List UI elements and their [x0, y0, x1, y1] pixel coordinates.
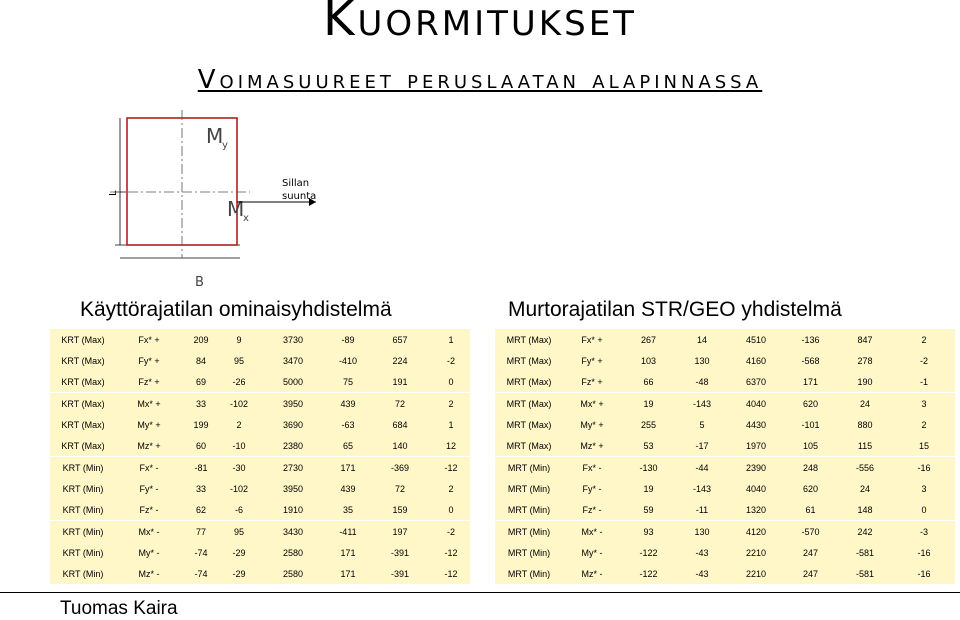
krt-table-cell: -12 — [444, 547, 458, 558]
mrt-table-cell: 1320 — [745, 504, 767, 515]
mrt-table-cell: 4510 — [745, 334, 767, 345]
ultimate-limit-table — [495, 329, 955, 584]
mrt-table-cell: 15 — [918, 440, 929, 451]
label-l: L — [108, 190, 119, 196]
mrt-table-cell: MRT (Min) — [507, 462, 551, 473]
mrt-table-cell: 247 — [802, 568, 819, 579]
krt-table-cell: KRT (Max) — [61, 334, 105, 345]
mrt-table-cell: -11 — [695, 504, 709, 515]
krt-table-cell: 199 — [193, 419, 209, 430]
mrt-table-cell: 2390 — [745, 462, 767, 473]
label-sillan: Sillan — [282, 178, 310, 189]
mrt-table-cell: Mx* - — [581, 526, 603, 537]
krt-table-cell: -30 — [232, 462, 246, 473]
krt-table-cell: 2730 — [282, 462, 304, 473]
krt-table-cell: 657 — [392, 334, 408, 345]
mrt-table-cell: MRT (Max) — [506, 398, 552, 409]
krt-table-row — [50, 542, 470, 563]
mrt-table-cell: 0 — [921, 504, 927, 515]
krt-table-cell: 171 — [340, 568, 356, 579]
mrt-table-cell: My* - — [581, 547, 603, 558]
krt-table-cell: 197 — [392, 526, 408, 537]
mrt-table-cell: MRT (Min) — [507, 483, 551, 494]
krt-table-cell: Fx* + — [138, 334, 160, 345]
mrt-table-cell: 880 — [857, 419, 873, 430]
mrt-table-cell: -16 — [917, 462, 931, 473]
krt-table-row — [50, 521, 470, 542]
mrt-table-cell: 130 — [694, 526, 710, 537]
krt-table-cell: -102 — [229, 483, 248, 494]
mrt-table-cell: Fz* - — [582, 504, 602, 515]
krt-table-cell: 12 — [445, 440, 456, 451]
mrt-table-cell: 3 — [921, 483, 927, 494]
krt-table-cell: 3950 — [282, 398, 304, 409]
mrt-table-cell: 19 — [643, 483, 654, 494]
krt-table-cell: 439 — [340, 398, 356, 409]
krt-table-cell: 3950 — [282, 483, 304, 494]
krt-table-cell: 62 — [195, 504, 206, 515]
krt-table-cell: Fy* + — [138, 355, 160, 366]
mrt-table-cell: -581 — [855, 568, 874, 579]
krt-table-cell: 33 — [195, 483, 206, 494]
mrt-table-cell: 620 — [802, 483, 819, 494]
krt-table-cell: 60 — [195, 440, 206, 451]
mrt-table-cell: -43 — [695, 568, 709, 579]
mrt-table-cell: MRT (Max) — [506, 334, 552, 345]
mrt-table-cell: Fz* + — [581, 376, 603, 387]
mrt-table-cell: 267 — [640, 334, 657, 345]
mrt-table-cell: -581 — [855, 547, 874, 558]
mrt-table-row — [495, 393, 955, 414]
page-title: Kuormitukset — [323, 0, 637, 47]
krt-table-cell: Mz* - — [138, 568, 160, 579]
mrt-table-cell: Mx* + — [580, 398, 604, 409]
mrt-table-cell: 115 — [857, 440, 873, 451]
krt-table-cell: KRT (Max) — [61, 355, 105, 366]
mrt-table-cell: Fy* + — [581, 355, 603, 366]
krt-table-cell: Fz* - — [139, 504, 159, 515]
krt-table-cell: KRT (Max) — [61, 376, 105, 387]
krt-table-cell: KRT (Max) — [61, 440, 105, 451]
krt-table-cell: -102 — [229, 398, 248, 409]
mrt-table-cell: 190 — [857, 376, 873, 387]
mrt-table-cell: 14 — [696, 334, 707, 345]
mrt-table-cell: 620 — [802, 398, 819, 409]
mrt-table-cell: -17 — [695, 440, 709, 451]
krt-table-cell: 72 — [394, 398, 405, 409]
mrt-table-cell: MRT (Min) — [507, 568, 551, 579]
mrt-table-cell: -43 — [695, 547, 709, 558]
krt-table-cell: -12 — [444, 568, 458, 579]
label-suunta: suunta — [282, 191, 317, 202]
krt-table-cell: -81 — [194, 462, 208, 473]
krt-table-cell: 0 — [448, 376, 454, 387]
krt-table-cell: 2580 — [282, 568, 304, 579]
mrt-table-row — [495, 371, 955, 393]
mrt-table-cell: 59 — [643, 504, 654, 515]
mrt-table-cell: 247 — [802, 547, 819, 558]
mrt-table-cell: 2 — [921, 334, 927, 345]
mrt-table-cell: MRT (Min) — [507, 504, 551, 515]
mrt-table-cell: -143 — [692, 483, 711, 494]
krt-table-cell: -74 — [194, 547, 208, 558]
mrt-table-cell: Fx* + — [581, 334, 603, 345]
mrt-table-cell: MRT (Min) — [507, 526, 551, 537]
mrt-table-cell: 93 — [643, 526, 654, 537]
mrt-table-row — [495, 478, 955, 499]
krt-table-cell: 35 — [342, 504, 353, 515]
krt-table-cell: 33 — [195, 398, 206, 409]
krt-table-cell: 191 — [392, 376, 408, 387]
footer-divider — [0, 592, 960, 593]
mrt-table-cell: -568 — [801, 355, 820, 366]
mrt-table-cell: -136 — [801, 334, 820, 345]
mrt-table-cell: -48 — [695, 376, 709, 387]
mrt-table-row — [495, 457, 955, 478]
krt-table-row — [50, 329, 470, 350]
mrt-table-cell: 105 — [802, 440, 819, 451]
mrt-table-cell: MRT (Max) — [506, 440, 552, 451]
mrt-table-cell: My* + — [580, 419, 604, 430]
krt-table-cell: KRT (Min) — [62, 483, 104, 494]
krt-table-cell: -410 — [338, 355, 357, 366]
krt-table-cell: -89 — [341, 334, 355, 345]
krt-table-row — [50, 457, 470, 478]
krt-table-cell: 171 — [340, 547, 356, 558]
mrt-table-cell: MRT (Min) — [507, 547, 551, 558]
krt-table-cell: KRT (Min) — [62, 462, 104, 473]
krt-table-cell: Fx* - — [139, 462, 159, 473]
mrt-table-cell: Fx* - — [582, 462, 602, 473]
krt-table-cell: 1910 — [282, 504, 304, 515]
krt-table-cell: KRT (Min) — [62, 547, 104, 558]
krt-table-cell: 224 — [392, 355, 408, 366]
mrt-table-cell: -122 — [639, 568, 658, 579]
serviceability-table — [50, 329, 470, 584]
krt-table-cell: 72 — [394, 483, 405, 494]
mrt-table-cell: -570 — [801, 526, 820, 537]
mrt-table-cell: -101 — [801, 419, 820, 430]
krt-table-cell: 84 — [195, 355, 206, 366]
label-my-sub: y — [222, 140, 228, 151]
krt-table-row — [50, 371, 470, 393]
krt-table-cell: KRT (Min) — [62, 504, 104, 515]
mrt-table-cell: Mz* - — [581, 568, 603, 579]
krt-table-cell: -2 — [446, 526, 455, 537]
mrt-table-row — [495, 329, 955, 350]
krt-table-cell: -63 — [341, 419, 355, 430]
krt-table-cell: 2380 — [282, 440, 304, 451]
krt-table-cell: 3430 — [282, 526, 304, 537]
mrt-table-cell: 171 — [802, 376, 819, 387]
mrt-table-cell: -556 — [855, 462, 874, 473]
mrt-table-cell: 4430 — [745, 419, 767, 430]
left-section-title: Käyttörajatilan ominaisyhdistelmä — [80, 298, 392, 321]
krt-table-cell: -411 — [339, 526, 357, 537]
krt-table-cell: 2 — [448, 483, 454, 494]
krt-table-cell: KRT (Max) — [61, 419, 105, 430]
krt-table-cell: 2 — [236, 419, 242, 430]
mrt-table-cell: -16 — [917, 547, 931, 558]
label-mx: M — [227, 197, 245, 221]
mrt-table-cell: 255 — [640, 419, 657, 430]
mrt-table-cell: Fy* - — [582, 483, 602, 494]
mrt-table-cell: -2 — [919, 355, 928, 366]
krt-table-cell: 1 — [448, 334, 454, 345]
krt-table-cell: 5000 — [282, 376, 304, 387]
krt-table-cell: Mx* - — [138, 526, 160, 537]
mrt-table-cell: 242 — [857, 526, 873, 537]
mrt-table-row — [495, 542, 955, 563]
mrt-table-row — [495, 521, 955, 542]
label-mx-sub: x — [243, 213, 249, 224]
mrt-table-cell: -143 — [692, 398, 711, 409]
mrt-table-cell: 103 — [640, 355, 657, 366]
mrt-table-cell: 2 — [921, 419, 927, 430]
right-section-title: Murtorajatilan STR/GEO yhdistelmä — [508, 298, 842, 321]
mrt-table-cell: MRT (Max) — [506, 376, 552, 387]
label-b: B — [195, 275, 204, 290]
krt-table-cell: 95 — [233, 526, 244, 537]
mrt-table-cell: 4040 — [745, 398, 767, 409]
mrt-table-cell: 2210 — [745, 568, 767, 579]
krt-table-cell: 95 — [233, 355, 244, 366]
mrt-table-cell: 3 — [921, 398, 927, 409]
krt-table-cell: 2580 — [282, 547, 304, 558]
mrt-table-cell: 24 — [859, 483, 870, 494]
krt-table-cell: -10 — [232, 440, 246, 451]
mrt-table-cell: 6370 — [745, 376, 767, 387]
page-subtitle: Voimasuureet peruslaatan alapinnassa — [197, 65, 763, 95]
label-my: M — [206, 124, 224, 148]
mrt-table-cell: 130 — [694, 355, 710, 366]
krt-table-cell: KRT (Min) — [62, 526, 104, 537]
krt-table-row — [50, 435, 470, 457]
mrt-table-cell: 148 — [857, 504, 873, 515]
krt-table-cell: 9 — [236, 334, 242, 345]
krt-table-cell: Mx* + — [137, 398, 161, 409]
krt-table-cell: 171 — [340, 462, 356, 473]
mrt-table-cell: 53 — [643, 440, 654, 451]
krt-table-cell: -29 — [232, 568, 246, 579]
krt-table-row — [50, 393, 470, 414]
krt-table-cell: -74 — [194, 568, 208, 579]
krt-table-cell: 2 — [448, 398, 454, 409]
krt-table-cell: 65 — [342, 440, 353, 451]
krt-table-cell: 159 — [392, 504, 408, 515]
krt-table-cell: 209 — [193, 334, 209, 345]
mrt-table-cell: 847 — [857, 334, 873, 345]
krt-table-cell: Fz* + — [138, 376, 160, 387]
mrt-table-cell: MRT (Max) — [506, 419, 552, 430]
krt-table-cell: Mz* + — [137, 440, 161, 451]
mrt-table-cell: 4120 — [745, 526, 767, 537]
krt-table-cell: 3690 — [282, 419, 304, 430]
krt-table-cell: -369 — [390, 462, 409, 473]
mrt-table-cell: 5 — [699, 419, 705, 430]
krt-table-row — [50, 350, 470, 371]
mrt-table-row — [495, 499, 955, 521]
mrt-table-cell: 19 — [643, 398, 654, 409]
krt-table-cell: 1 — [448, 419, 454, 430]
krt-table-row — [50, 478, 470, 499]
mrt-table-row — [495, 414, 955, 435]
krt-table-cell: My* + — [137, 419, 161, 430]
krt-table-cell: -29 — [232, 547, 246, 558]
krt-table-cell: My* - — [138, 547, 160, 558]
mrt-table-cell: 4160 — [745, 355, 767, 366]
mrt-table-cell: -44 — [695, 462, 709, 473]
foundation-slab-diagram — [110, 110, 350, 290]
mrt-table-cell: 2210 — [745, 547, 767, 558]
krt-table-cell: -391 — [390, 568, 409, 579]
krt-table-row — [50, 563, 470, 584]
krt-table-cell: 77 — [195, 526, 206, 537]
mrt-table-row — [495, 435, 955, 457]
mrt-table-cell: 24 — [859, 398, 870, 409]
mrt-table-cell: 1970 — [745, 440, 767, 451]
krt-table-cell: 684 — [392, 419, 408, 430]
mrt-table-cell: -16 — [917, 568, 931, 579]
mrt-table-cell: 61 — [805, 504, 816, 515]
mrt-table-cell: MRT (Max) — [506, 355, 552, 366]
krt-table-row — [50, 499, 470, 521]
krt-table-cell: 75 — [342, 376, 353, 387]
krt-table-cell: -391 — [390, 547, 409, 558]
krt-table-cell: 69 — [195, 376, 206, 387]
krt-table-cell: KRT (Min) — [62, 568, 104, 579]
krt-table-cell: 3730 — [282, 334, 304, 345]
krt-table-cell: -12 — [444, 462, 458, 473]
mrt-table-cell: 66 — [643, 376, 654, 387]
krt-table-cell: -26 — [232, 376, 246, 387]
mrt-table-cell: 248 — [802, 462, 819, 473]
mrt-table-cell: -1 — [919, 376, 928, 387]
mrt-table-cell: -130 — [639, 462, 658, 473]
krt-table-cell: 3470 — [282, 355, 304, 366]
mrt-table-cell: 278 — [857, 355, 873, 366]
krt-table-cell: Fy* - — [139, 483, 159, 494]
mrt-table-cell: -3 — [919, 526, 928, 537]
krt-table-cell: 0 — [448, 504, 454, 515]
krt-table-cell: KRT (Max) — [61, 398, 105, 409]
mrt-table-cell: Mz* + — [580, 440, 604, 451]
mrt-table-row — [495, 563, 955, 584]
mrt-table-cell: -122 — [639, 547, 658, 558]
krt-table-cell: 140 — [392, 440, 408, 451]
author-name: Tuomas Kaira — [60, 598, 178, 619]
mrt-table-cell: 4040 — [745, 483, 767, 494]
mrt-table-row — [495, 350, 955, 371]
krt-table-cell: -2 — [446, 355, 455, 366]
krt-table-cell: 439 — [340, 483, 356, 494]
krt-table-cell: -6 — [234, 504, 243, 515]
krt-table-row — [50, 414, 470, 435]
